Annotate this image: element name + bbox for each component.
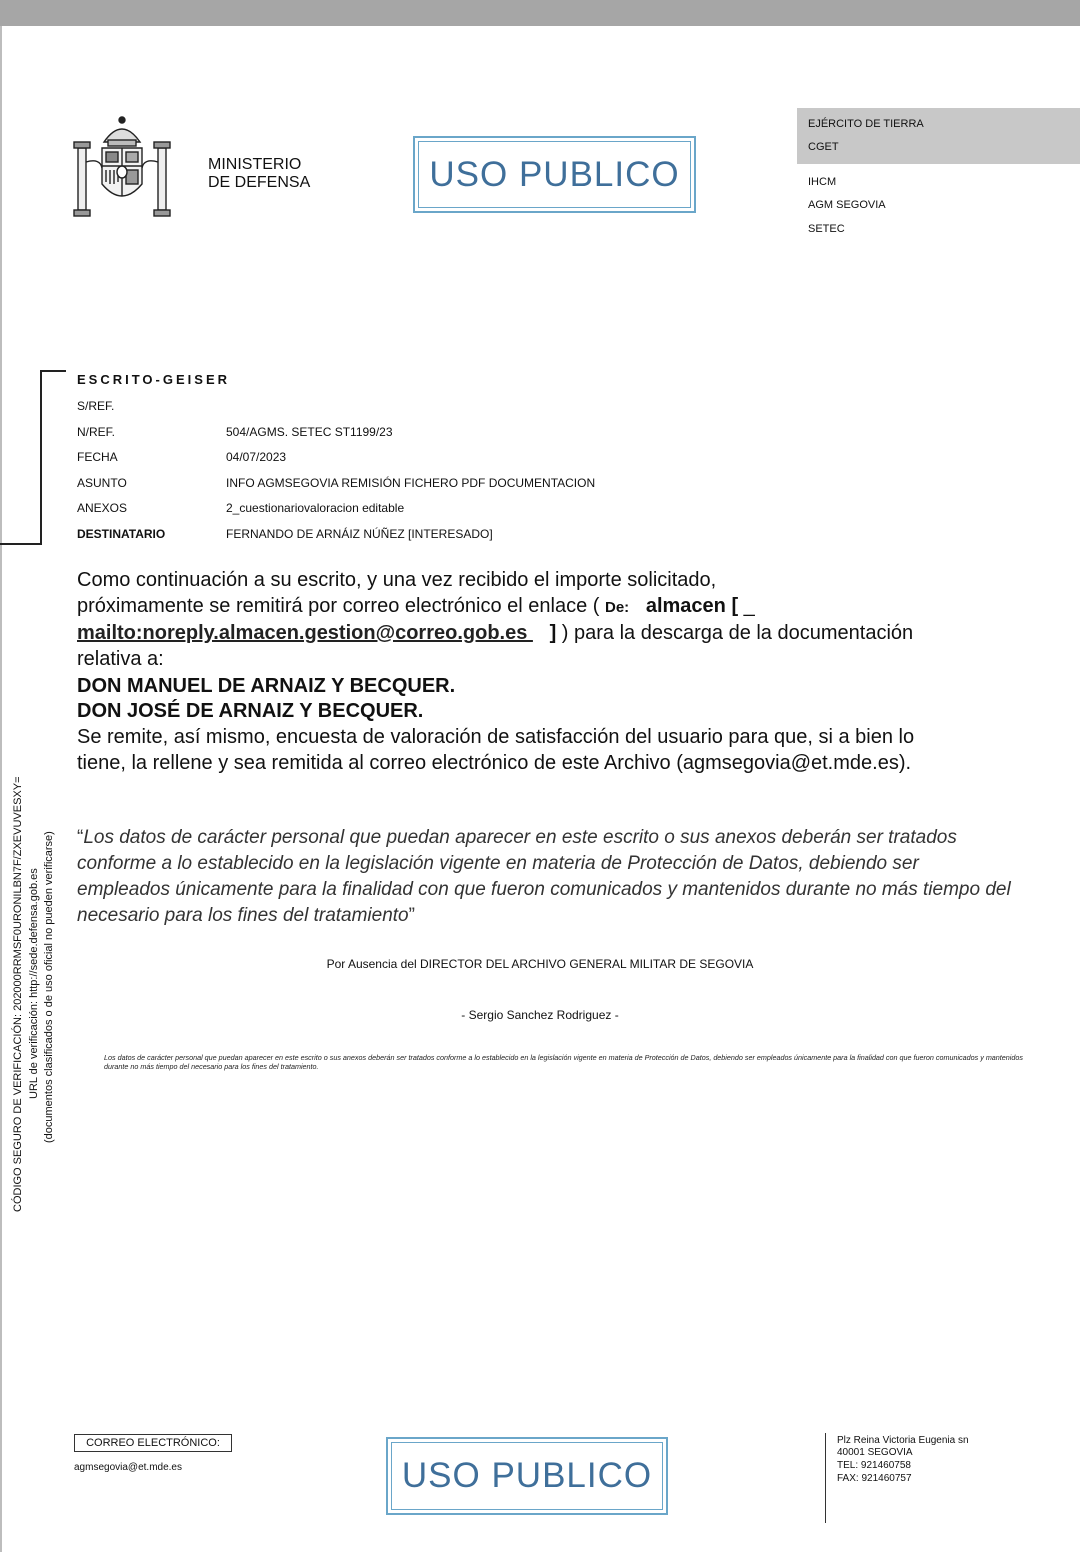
address-phone: TEL: 921460758 (837, 1460, 911, 1471)
uso-publico-stamp-bottom: USO PUBLICO (386, 1437, 668, 1515)
body-line-8: tiene, la rellene y sea remitida al correo electrónico de este Archivo (agmsegovia@et.mde.es). (77, 752, 912, 774)
org-line-cget: CGET (808, 141, 839, 153)
top-bar (0, 0, 1080, 26)
meta-label-asunto: ASUNTO (77, 476, 127, 490)
bracket-top (40, 370, 66, 372)
body-line-3 (77, 620, 913, 646)
quote-open: “ (77, 827, 84, 848)
meta-value-asunto: INFO AGMSEGOVIA REMISIÓN FICHERO PDF DOCUMENTACION (226, 476, 596, 490)
address-divider (825, 1433, 826, 1523)
email-from-name: almacen [ (645, 595, 739, 617)
meta-value-destinatario: FERNANDO DE ARNÁIZ NÚÑEZ [INTERESADO] (226, 527, 493, 541)
body-line-7: Se remite, así mismo, encuesta de valoración de satisfacción del usuario para que, si a bien lo (77, 726, 915, 748)
bracket-bottom (0, 543, 42, 545)
body-line-2-underscore: _ (738, 595, 755, 617)
email-from-label: De: (605, 599, 630, 616)
email-label-box: CORREO ELECTRÓNICO: (74, 1434, 232, 1452)
mailto-link[interactable]: mailto:noreply.almacen.gestion@correo.gob.es (77, 622, 533, 644)
org-header-box (797, 108, 1080, 164)
body-line-1: Como continuación a su escrito, y una vez recibido el importe solicitado, (77, 569, 717, 591)
footer-email: agmsegovia@et.mde.es (74, 1462, 182, 1473)
meta-label-fecha: FECHA (77, 450, 118, 464)
org-line-setec: SETEC (808, 223, 845, 235)
org-line-ihcm: IHCM (808, 176, 837, 188)
verification-url: URL de verificación: http://sede.defensa.gob.es (28, 868, 40, 1099)
body-line-4: relativa a: (77, 648, 164, 670)
meta-label-anexos: ANEXOS (77, 501, 128, 515)
ministry-line-1: MINISTERIO (208, 156, 302, 173)
address-line-1: Plz Reina Victoria Eugenia sn (837, 1435, 969, 1446)
quote-close: ” (408, 905, 415, 926)
page-left-edge (0, 26, 2, 1552)
meta-label-sref: S/REF. (77, 399, 115, 413)
meta-label-nref: N/REF. (77, 425, 116, 439)
address-fax: FAX: 921460757 (837, 1473, 912, 1484)
person-1: DON MANUEL DE ARNAIZ Y BECQUER. (77, 675, 456, 697)
email-bracket: ] (549, 622, 557, 644)
body-line-2-text: próximamente se remitirá por correo electrónico el enlace ( (77, 595, 605, 617)
meta-value-fecha: 04/07/2023 (226, 450, 287, 464)
org-line-ejercito: EJÉRCITO DE TIERRA (808, 118, 924, 130)
person-2: DON JOSÉ DE ARNAIZ Y BECQUER. (77, 700, 424, 722)
bracket-vertical (40, 370, 42, 545)
document-type-title: ESCRITO-GEISER (77, 372, 231, 387)
uso-publico-stamp-top: USO PUBLICO (413, 136, 696, 213)
address-line-2: 40001 SEGOVIA (837, 1447, 913, 1458)
meta-value-anexos: 2_cuestionariovaloracion editable (226, 501, 405, 515)
meta-value-nref: 504/AGMS. SETEC ST1199/23 (226, 425, 393, 439)
ministry-line-2: DE DEFENSA (208, 174, 311, 191)
ministry-name (208, 156, 310, 192)
verification-code: CÓDIGO SEGURO DE VERIFICACIÓN: 202000RRMSF0URONILBN7F/ZXEVUVESXY= (12, 776, 24, 1212)
verification-note: (documentos clasificados o de uso oficial no pueden verificarse) (43, 831, 55, 1143)
quote-text: Los datos de carácter personal que puedan aparecer en este escrito o sus anexos deberán ser tratados conforme a lo establecido en la legislación vigente en materia de Protección de Datos, debiendo ser empleados únicamente para la finalidad con que fueron comunicados y mantenidos durante no más tiempo del necesario para los fines del tratamiento (77, 827, 1011, 926)
signature-line: Por Ausencia del DIRECTOR DEL ARCHIVO GENERAL MILITAR DE SEGOVIA (326, 957, 754, 971)
fine-print: Los datos de carácter personal que puedan aparecer en este escrito o sus anexos deberán ser tratados conforme a lo establecido en la legislación vigente en materia de Protección de Datos, debiendo ser empleados únicamente para la finalidad con que fueron comunicados y mantenidos durante no más tiempo del necesario para los fines del tratamiento. (104, 1053, 1023, 1071)
body-line-3-text: ) para la descarga de la documentación (556, 622, 914, 644)
body-line-2 (77, 593, 755, 621)
meta-label-destinatario: DESTINATARIO (77, 527, 166, 541)
coat-of-arms-icon (70, 112, 174, 220)
org-line-agm: AGM SEGOVIA (808, 199, 886, 211)
signer-name: - Sergio Sanchez Rodriguez - (461, 1008, 619, 1022)
privacy-quote (77, 825, 1017, 929)
